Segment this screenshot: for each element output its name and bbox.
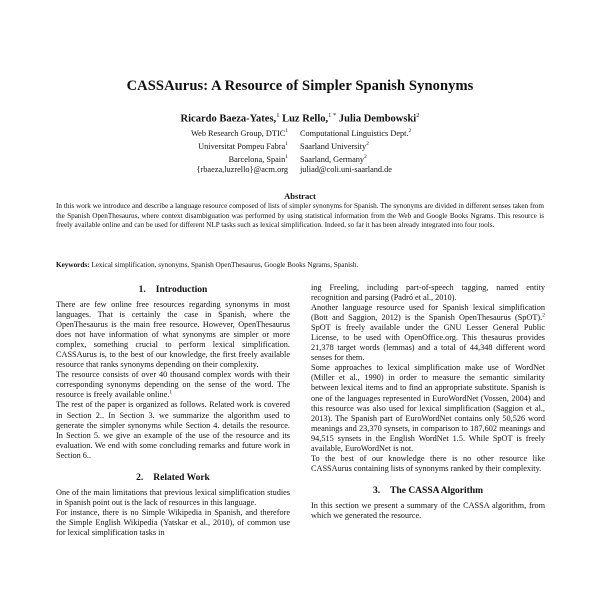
affiliation-line: Computational Linguistics Dept.$^2$ bbox=[300, 128, 412, 138]
left-column bbox=[56, 283, 290, 538]
author-line bbox=[0, 112, 600, 125]
author-sup: 1 bbox=[276, 112, 280, 119]
footnote-mark: 2 bbox=[542, 312, 545, 319]
keywords-line bbox=[56, 261, 544, 271]
right-column bbox=[311, 283, 545, 521]
affiliation-line: Web Research Group, DTIC$^1$ bbox=[190, 128, 288, 138]
keywords-label: Keywords: bbox=[56, 261, 90, 269]
paragraph: The resource consists of over 40 thousand complex words with their corresponding synonyms depending on the sense of the word. The resource is freely available online.$^1$ bbox=[56, 370, 290, 400]
keywords-list: Lexical simplification, synonyms, Spanish OpenThesaurus, Google Books Ngrams, Spanish. bbox=[89, 261, 359, 269]
paragraph: ing Freeling, including part-of-speech tagging, named entity recognition and parsing (Padró et al., 2010). bbox=[311, 283, 545, 303]
footnote-mark: 1 bbox=[169, 389, 173, 396]
affiliation-left bbox=[191, 126, 288, 175]
affiliation-line: Saarland University$^2$ bbox=[300, 140, 369, 151]
section-heading-introduction: 1. Introduction bbox=[138, 285, 208, 295]
affiliation-line: Saarland, Germany$^2$ bbox=[300, 153, 367, 164]
author-name: Ricardo Baeza-Yates, bbox=[180, 113, 277, 125]
section-heading-related-work: 2. Related Work bbox=[136, 472, 210, 483]
section-heading-cassa-algorithm: 3. The CASSA Algorithm bbox=[372, 485, 484, 496]
affiliation-line: Universitat Pompeu Fabra$^1$ bbox=[198, 140, 288, 151]
paragraph: In this section we present a summary of the CASSA algorithm, from which we generated the resource. bbox=[311, 500, 545, 520]
affiliation-line: Barcelona, Spain$^1$ bbox=[228, 153, 288, 164]
paper-title: CASSAurus: A Resource of Simpler Spanish Synonyms bbox=[126, 78, 474, 94]
author-name: Luz Rello, bbox=[282, 113, 329, 125]
author-name: Julia Dembowski bbox=[338, 113, 417, 125]
paragraph: The rest of the paper is organized as follows. Related work is covered in Section 2.. In Section 3. we summarize the algorithm used to generate the simpler synonyms while Section 4. details the resource. In Section 5. we give an example of the use of the resource and its evaluation. We end with some concluding remarks and future work in Section 6.. bbox=[56, 400, 290, 460]
paragraph: One of the main limitations that previous lexical simplification studies in Spanish point out is the lack of resources in this language. bbox=[56, 487, 290, 507]
abstract-body: In this work we introduce and describe a language resource composed of lists of simpler synonyms for Spanish. The synonyms are divided in different senses taken from the Spanish OpenThesaurus, where context disambiguation was performed by using statistical information from the Web and Google Books Ngrams. This resource is freely available online and can be used for different NLP tasks such as lexical simplification. Indeed, so far it has been already integrated into four tools. bbox=[56, 202, 544, 230]
affiliation-email: {rbaeza,luzrello}@acm.org bbox=[196, 165, 288, 175]
abstract-heading: Abstract bbox=[284, 191, 316, 201]
paragraph: To the best of our knowledge there is no other resource like CASSAurus containing lists of synonyms ranked by their complexity. bbox=[311, 453, 545, 473]
affiliation-email: juliad@coli.uni-saarland.de bbox=[300, 165, 392, 175]
author-sup: 1 * bbox=[328, 112, 337, 119]
affiliation-right bbox=[300, 126, 411, 175]
paragraph: Another language resource used for Spanish lexical simplification (Bott and Saggion, 2012) is the Spanish OpenThesaurus (SpOT).$^2$ SpOT is freely available under the GNU Lesser General Public License, to be used with OpenOffice.org. This thesaurus provides 21,378 target words (lemmas) and a total of 44,348 different word senses for them. bbox=[311, 303, 545, 363]
paragraph: There are few online free resources regarding synonyms in most languages. That is certainly the case in Spanish, where the OpenThesaurus is the main free resource. However, OpenThesaurus does not have information of what synonyms are simpler or more complex, something crucial to perform lexical simplification. CASSAurus is, to the best of our knowledge, the first freely available resource that ranks synonyms depending on their complexity. bbox=[56, 300, 290, 370]
author-sup: 2 bbox=[416, 112, 420, 119]
paragraph: Some approaches to lexical simplification make use of WordNet (Miller et al., 1990) in order to measure the semantic similarity between lexical items and to find an appropriate substitute. Spanish is one of the languages represented in EuroWordNet (Vossen, 2004) and this resource was also used for lexical simplification (Saggion et al., 2013). The Spanish part of EuroWordNet contains only 50,526 word meanings and 23,370 synsets, in comparison to 187,602 meanings and 94,515 synsets in the English WordNet 1.5. While SpOT is freely available, EuroWordNet is not. bbox=[311, 363, 545, 453]
paragraph: For instance, there is no Simple Wikipedia in Spanish, and therefore the Simple English Wikipedia (Yatskar et al., 2010), of common use for lexical simplification tasks in bbox=[56, 507, 290, 537]
